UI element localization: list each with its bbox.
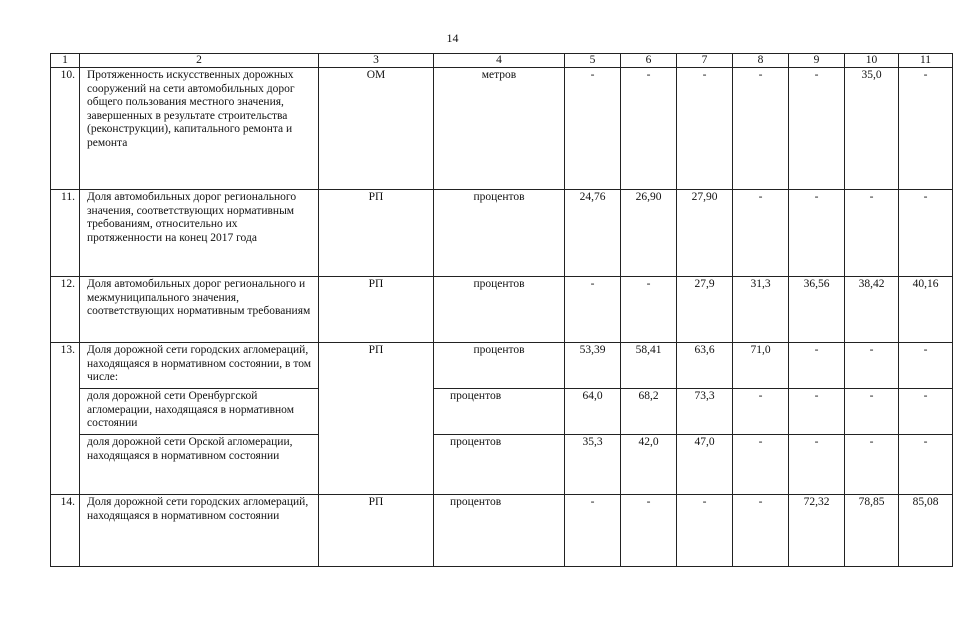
column-header: 2 bbox=[80, 54, 319, 68]
indicator-unit: метров bbox=[434, 68, 565, 190]
value-cell: - bbox=[789, 68, 845, 190]
indicator-unit: процентов bbox=[434, 495, 565, 567]
table-row bbox=[51, 190, 953, 277]
indicator-level: РП bbox=[319, 190, 434, 277]
value-cell: - bbox=[845, 389, 899, 435]
value-cell: 35,0 bbox=[845, 68, 899, 190]
value-cell: 42,0 bbox=[621, 435, 677, 495]
value-cell: - bbox=[677, 495, 733, 567]
indicator-name: Доля автомобильных дорог регионального значения, соответствующих нормативным требованиям, относительно их протяженности на конец 2017 года bbox=[80, 190, 319, 277]
indicators-table bbox=[50, 53, 953, 567]
indicator-level: ОМ bbox=[319, 68, 434, 190]
indicator-level: РП bbox=[319, 495, 434, 567]
value-cell: - bbox=[789, 435, 845, 495]
indicator-name: Протяженность искусственных дорожных сооружений на сети автомобильных дорог общего пользования местного значения, завершенных в результате строительства (реконструкции), капитального ремонта и ремонта bbox=[80, 68, 319, 190]
value-cell: 64,0 bbox=[565, 389, 621, 435]
column-header: 11 bbox=[899, 54, 953, 68]
value-cell: 53,39 bbox=[565, 343, 621, 389]
value-cell: 26,90 bbox=[621, 190, 677, 277]
value-cell: 85,08 bbox=[899, 495, 953, 567]
indicator-name: Доля автомобильных дорог регионального и межмуниципального значения, соответствующих нормативным требованиям bbox=[80, 277, 319, 343]
value-cell: 27,90 bbox=[677, 190, 733, 277]
indicator-unit: процентов bbox=[434, 277, 565, 343]
table-row bbox=[51, 277, 953, 343]
value-cell: - bbox=[733, 435, 789, 495]
indicator-unit: процентов bbox=[434, 389, 565, 435]
indicator-unit: процентов bbox=[434, 435, 565, 495]
table-row bbox=[51, 495, 953, 567]
row-number: 12. bbox=[51, 277, 80, 343]
column-header: 9 bbox=[789, 54, 845, 68]
value-cell: - bbox=[621, 68, 677, 190]
value-cell: - bbox=[845, 343, 899, 389]
value-cell: - bbox=[565, 277, 621, 343]
value-cell: - bbox=[845, 190, 899, 277]
column-header: 7 bbox=[677, 54, 733, 68]
value-cell: - bbox=[621, 277, 677, 343]
value-cell: - bbox=[899, 68, 953, 190]
column-header: 6 bbox=[621, 54, 677, 68]
indicator-level: РП bbox=[319, 343, 434, 495]
row-number: 11. bbox=[51, 190, 80, 277]
value-cell: 35,3 bbox=[565, 435, 621, 495]
table-row bbox=[51, 343, 953, 389]
value-cell: - bbox=[899, 435, 953, 495]
indicator-name: Доля дорожной сети городских агломераций, находящаяся в нормативном состоянии, в том числе: bbox=[80, 343, 319, 389]
value-cell: 40,16 bbox=[899, 277, 953, 343]
value-cell: 72,32 bbox=[789, 495, 845, 567]
table-row bbox=[51, 68, 953, 190]
value-cell: 58,41 bbox=[621, 343, 677, 389]
row-number: 13. bbox=[51, 343, 80, 495]
value-cell: 38,42 bbox=[845, 277, 899, 343]
value-cell: - bbox=[621, 495, 677, 567]
value-cell: 63,6 bbox=[677, 343, 733, 389]
value-cell: - bbox=[565, 68, 621, 190]
table-subrow bbox=[51, 389, 953, 435]
value-cell: 68,2 bbox=[621, 389, 677, 435]
value-cell: - bbox=[899, 343, 953, 389]
value-cell: - bbox=[733, 389, 789, 435]
value-cell: - bbox=[899, 389, 953, 435]
column-header: 3 bbox=[319, 54, 434, 68]
indicator-unit: процентов bbox=[434, 190, 565, 277]
value-cell: - bbox=[565, 495, 621, 567]
value-cell: - bbox=[845, 435, 899, 495]
indicator-subname: доля дорожной сети Орской агломерации, находящаяся в нормативном состоянии bbox=[80, 435, 319, 495]
row-number: 14. bbox=[51, 495, 80, 567]
column-header: 10 bbox=[845, 54, 899, 68]
column-header: 5 bbox=[565, 54, 621, 68]
value-cell: 24,76 bbox=[565, 190, 621, 277]
indicator-unit: процентов bbox=[434, 343, 565, 389]
indicator-subname: доля дорожной сети Оренбургской агломерации, находящаяся в нормативном состоянии bbox=[80, 389, 319, 435]
value-cell: 27,9 bbox=[677, 277, 733, 343]
column-header: 1 bbox=[51, 54, 80, 68]
value-cell: 71,0 bbox=[733, 343, 789, 389]
value-cell: - bbox=[789, 190, 845, 277]
page-number: 14 bbox=[446, 31, 459, 45]
value-cell: - bbox=[789, 389, 845, 435]
table-subrow bbox=[51, 435, 953, 495]
value-cell: 31,3 bbox=[733, 277, 789, 343]
value-cell: - bbox=[899, 190, 953, 277]
column-header: 8 bbox=[733, 54, 789, 68]
row-number: 10. bbox=[51, 68, 80, 190]
value-cell: - bbox=[733, 68, 789, 190]
value-cell: 47,0 bbox=[677, 435, 733, 495]
column-header: 4 bbox=[434, 54, 565, 68]
value-cell: 78,85 bbox=[845, 495, 899, 567]
value-cell: 36,56 bbox=[789, 277, 845, 343]
value-cell: - bbox=[733, 495, 789, 567]
indicator-name: Доля дорожной сети городских агломераций, находящаяся в нормативном состоянии bbox=[80, 495, 319, 567]
value-cell: - bbox=[733, 190, 789, 277]
value-cell: - bbox=[677, 68, 733, 190]
header-row bbox=[51, 54, 953, 68]
value-cell: - bbox=[789, 343, 845, 389]
indicator-level: РП bbox=[319, 277, 434, 343]
value-cell: 73,3 bbox=[677, 389, 733, 435]
